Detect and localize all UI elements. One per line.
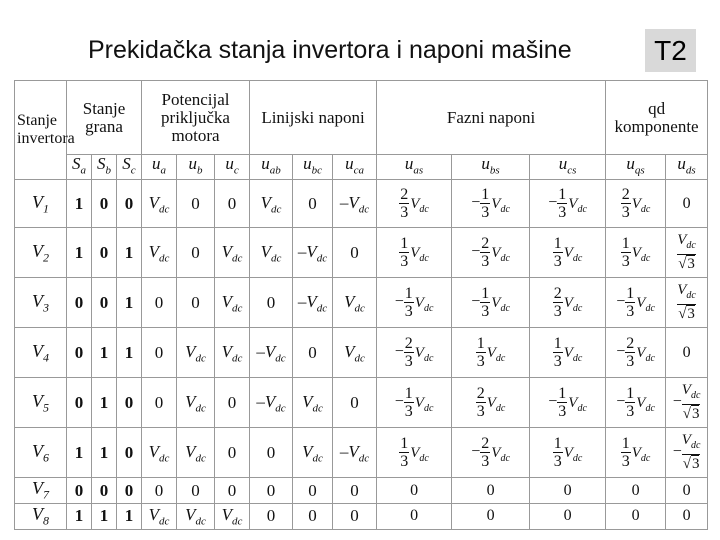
phase-voltage-cell: 0: [666, 503, 708, 529]
phase-voltage-cell: $V_{dc}$ √3: [666, 278, 708, 328]
phase-voltage-cell: − $\frac{1}{3}$ $V_{dc}$: [606, 278, 666, 328]
voltage-cell: $-V_{dc}$: [250, 378, 293, 428]
voltage-cell: $V_{dc}$: [250, 228, 293, 278]
switch-state-cell: 0: [92, 278, 117, 328]
voltage-cell: $-V_{dc}$: [333, 428, 377, 478]
voltage-cell: 0: [250, 278, 293, 328]
voltage-cell: 0: [142, 278, 177, 328]
voltage-cell: $V_{dc}$: [142, 503, 177, 529]
voltage-cell: 0: [250, 503, 293, 529]
phase-voltage-cell: $\frac{1}{3}$ $V_{dc}$: [606, 428, 666, 478]
phase-voltage-cell: $\frac{2}{3}$ $V_{dc}$: [606, 180, 666, 228]
phase-voltage-cell: − $V_{dc}$ √3: [666, 428, 708, 478]
phase-voltage-cell: − $\frac{1}{3}$ $V_{dc}$: [452, 278, 530, 328]
table-row: [15, 328, 708, 378]
voltage-cell: 0: [215, 428, 250, 478]
header-stanje-grana: Stanje grana: [67, 81, 142, 155]
subheader-uca: $u_{ca}$: [333, 155, 377, 180]
voltage-cell: 0: [142, 378, 177, 428]
subheader-ua: $u_a$: [142, 155, 177, 180]
voltage-cell: $-V_{dc}$: [250, 328, 293, 378]
subheader-sa: $S_a$: [67, 155, 92, 180]
voltage-cell: 0: [215, 180, 250, 228]
voltage-cell: 0: [250, 428, 293, 478]
slide-badge: T2: [645, 29, 696, 72]
voltage-cell: $V_{dc}$: [215, 278, 250, 328]
state-label: $V_8$: [15, 503, 67, 529]
voltage-cell: $V_{dc}$: [177, 503, 215, 529]
state-label: $V_3$: [15, 278, 67, 328]
phase-voltage-cell: 0: [666, 328, 708, 378]
state-label: $V_1$: [15, 180, 67, 228]
table-row: [15, 228, 708, 278]
phase-voltage-cell: − $V_{dc}$ √3: [666, 378, 708, 428]
phase-voltage-cell: 0: [606, 503, 666, 529]
subheader-uds: $u_{ds}$: [666, 155, 708, 180]
switch-state-cell: 0: [117, 428, 142, 478]
voltage-cell: $V_{dc}$: [333, 328, 377, 378]
voltage-cell: $-V_{dc}$: [293, 228, 333, 278]
voltage-cell: 0: [142, 478, 177, 504]
voltage-cell: 0: [293, 478, 333, 504]
switch-state-cell: 0: [92, 228, 117, 278]
phase-voltage-cell: 0: [377, 503, 452, 529]
switch-state-cell: 0: [92, 180, 117, 228]
state-label: $V_5$: [15, 378, 67, 428]
switch-state-cell: 1: [117, 328, 142, 378]
subheader-ubs: $u_{bs}$: [452, 155, 530, 180]
voltage-cell: 0: [293, 328, 333, 378]
phase-voltage-cell: 0: [530, 478, 606, 504]
voltage-cell: $V_{dc}$: [142, 228, 177, 278]
voltage-cell: $V_{dc}$: [293, 378, 333, 428]
state-label: $V_6$: [15, 428, 67, 478]
phase-voltage-cell: − $\frac{1}{3}$ $V_{dc}$: [606, 378, 666, 428]
switch-state-cell: 0: [117, 478, 142, 504]
header-linijski-naponi: Linijski naponi: [250, 81, 377, 155]
voltage-cell: 0: [250, 478, 293, 504]
header-potencijal: Potencijal priključka motora: [142, 81, 250, 155]
voltage-cell: $V_{dc}$: [215, 328, 250, 378]
phase-voltage-cell: − $\frac{2}{3}$ $V_{dc}$: [606, 328, 666, 378]
voltage-cell: 0: [333, 378, 377, 428]
phase-voltage-cell: − $\frac{1}{3}$ $V_{dc}$: [377, 278, 452, 328]
voltage-cell: $V_{dc}$: [293, 428, 333, 478]
subheader-uab: $u_{ab}$: [250, 155, 293, 180]
phase-voltage-cell: − $\frac{2}{3}$ $V_{dc}$: [377, 328, 452, 378]
phase-voltage-cell: − $\frac{1}{3}$ $V_{dc}$: [530, 378, 606, 428]
switch-state-cell: 0: [117, 378, 142, 428]
switch-state-cell: 1: [117, 278, 142, 328]
subheader-sb: $S_b$: [92, 155, 117, 180]
phase-voltage-cell: 0: [666, 478, 708, 504]
table-row: [15, 428, 708, 478]
table-row: [15, 378, 708, 428]
phase-voltage-cell: − $\frac{2}{3}$ $V_{dc}$: [452, 428, 530, 478]
subheader-uqs: $u_{qs}$: [606, 155, 666, 180]
table-row: [15, 478, 708, 504]
phase-voltage-cell: $\frac{1}{3}$ $V_{dc}$: [452, 328, 530, 378]
phase-voltage-cell: 0: [377, 478, 452, 504]
phase-voltage-cell: $V_{dc}$ √3: [666, 228, 708, 278]
voltage-cell: 0: [333, 503, 377, 529]
voltage-cell: $V_{dc}$: [250, 180, 293, 228]
table-row: [15, 278, 708, 328]
switch-state-cell: 1: [92, 428, 117, 478]
switch-state-cell: 1: [92, 378, 117, 428]
voltage-cell: $V_{dc}$: [333, 278, 377, 328]
phase-voltage-cell: − $\frac{2}{3}$ $V_{dc}$: [452, 228, 530, 278]
table-row: [15, 503, 708, 529]
voltage-cell: $V_{dc}$: [177, 428, 215, 478]
voltage-cell: $-V_{dc}$: [293, 278, 333, 328]
voltage-cell: 0: [177, 228, 215, 278]
switch-state-cell: 0: [67, 278, 92, 328]
voltage-cell: $V_{dc}$: [177, 378, 215, 428]
voltage-cell: $V_{dc}$: [142, 180, 177, 228]
voltage-cell: 0: [177, 478, 215, 504]
switch-state-cell: 0: [92, 478, 117, 504]
phase-voltage-cell: − $\frac{1}{3}$ $V_{dc}$: [530, 180, 606, 228]
voltage-cell: $-V_{dc}$: [333, 180, 377, 228]
phase-voltage-cell: − $\frac{1}{3}$ $V_{dc}$: [377, 378, 452, 428]
voltage-cell: 0: [333, 228, 377, 278]
phase-voltage-cell: $\frac{2}{3}$ $V_{dc}$: [377, 180, 452, 228]
phase-voltage-cell: − $\frac{1}{3}$ $V_{dc}$: [452, 180, 530, 228]
switching-states-table: [14, 80, 708, 530]
switch-state-cell: 1: [67, 180, 92, 228]
switch-state-cell: 1: [92, 328, 117, 378]
phase-voltage-cell: 0: [666, 180, 708, 228]
switch-state-cell: 0: [67, 378, 92, 428]
voltage-cell: $V_{dc}$: [177, 328, 215, 378]
switch-state-cell: 0: [67, 478, 92, 504]
voltage-cell: 0: [142, 328, 177, 378]
voltage-cell: 0: [177, 180, 215, 228]
switch-state-cell: 1: [117, 503, 142, 529]
voltage-cell: 0: [177, 278, 215, 328]
voltage-cell: 0: [215, 378, 250, 428]
subheader-ubc: $u_{bc}$: [293, 155, 333, 180]
phase-voltage-cell: $\frac{1}{3}$ $V_{dc}$: [530, 428, 606, 478]
phase-voltage-cell: $\frac{1}{3}$ $V_{dc}$: [377, 228, 452, 278]
subheader-uas: $u_{as}$: [377, 155, 452, 180]
phase-voltage-cell: 0: [606, 478, 666, 504]
phase-voltage-cell: $\frac{2}{3}$ $V_{dc}$: [452, 378, 530, 428]
phase-voltage-cell: 0: [452, 478, 530, 504]
subheader-ucs: $u_{cs}$: [530, 155, 606, 180]
switch-state-cell: 0: [117, 180, 142, 228]
phase-voltage-cell: 0: [452, 503, 530, 529]
state-label: $V_4$: [15, 328, 67, 378]
voltage-cell: $V_{dc}$: [215, 503, 250, 529]
page-title: Prekidačka stanja invertora i naponi mašine: [88, 36, 572, 64]
subheader-sc: $S_c$: [117, 155, 142, 180]
switch-state-cell: 1: [92, 503, 117, 529]
switch-state-cell: 0: [67, 328, 92, 378]
voltage-cell: $V_{dc}$: [142, 428, 177, 478]
switch-state-cell: 1: [67, 428, 92, 478]
switch-state-cell: 1: [67, 503, 92, 529]
header-fazni-naponi: Fazni naponi: [377, 81, 606, 155]
phase-voltage-cell: 0: [530, 503, 606, 529]
switch-state-cell: 1: [67, 228, 92, 278]
phase-voltage-cell: $\frac{1}{3}$ $V_{dc}$: [377, 428, 452, 478]
voltage-cell: 0: [333, 478, 377, 504]
switch-state-cell: 1: [117, 228, 142, 278]
phase-voltage-cell: $\frac{2}{3}$ $V_{dc}$: [530, 278, 606, 328]
phase-voltage-cell: $\frac{1}{3}$ $V_{dc}$: [530, 328, 606, 378]
table-row: [15, 180, 708, 228]
voltage-cell: 0: [215, 478, 250, 504]
header-stanje-invertora: Stanje invertora: [15, 81, 67, 180]
phase-voltage-cell: $\frac{1}{3}$ $V_{dc}$: [530, 228, 606, 278]
state-label: $V_7$: [15, 478, 67, 504]
state-label: $V_2$: [15, 228, 67, 278]
phase-voltage-cell: $\frac{1}{3}$ $V_{dc}$: [606, 228, 666, 278]
header-qd-komponente: qd komponente: [606, 81, 708, 155]
voltage-cell: 0: [293, 503, 333, 529]
voltage-cell: $V_{dc}$: [215, 228, 250, 278]
voltage-cell: 0: [293, 180, 333, 228]
subheader-ub: $u_b$: [177, 155, 215, 180]
subheader-uc: $u_c$: [215, 155, 250, 180]
